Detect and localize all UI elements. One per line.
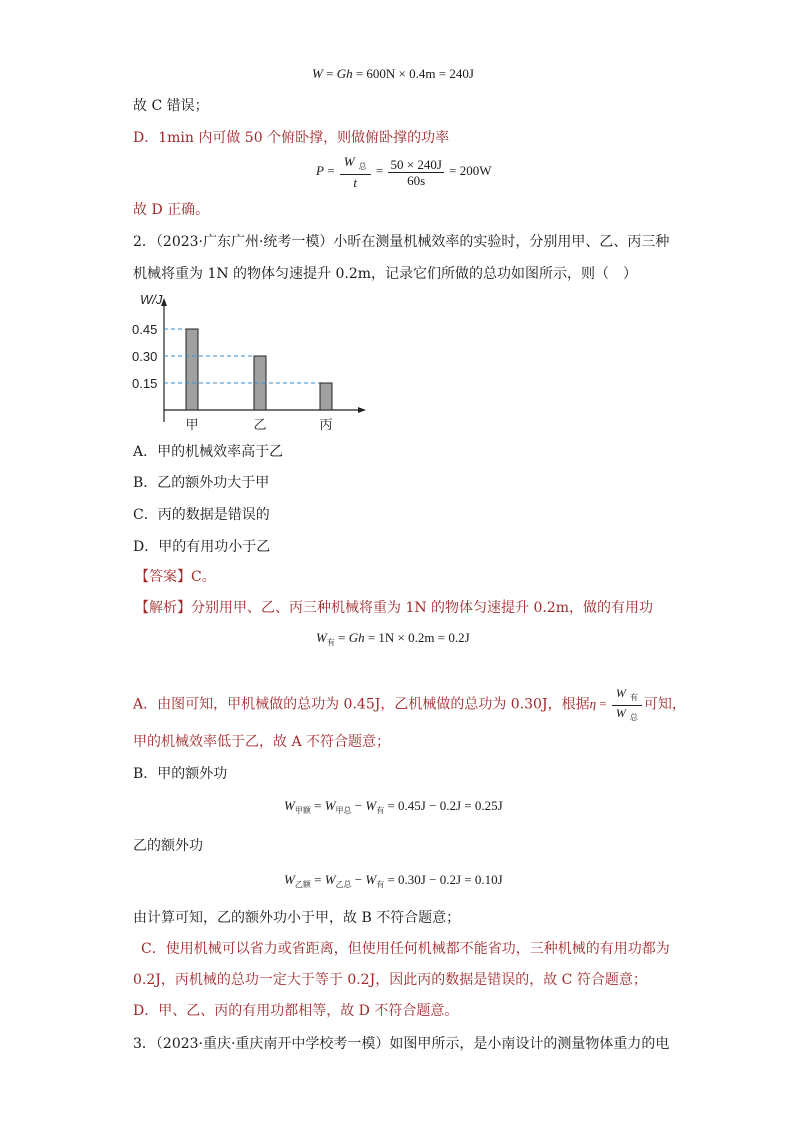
formula-useful-work (316, 630, 470, 648)
minus: − (351, 872, 366, 887)
option-c: C．丙的数据是错误的 (133, 507, 270, 523)
c-wrong-text: 故 C 错误； (133, 98, 209, 114)
formula-rest: = 0.45J − 0.2J = 0.25J (384, 798, 503, 813)
option-b: B．乙的额外功大于甲 (133, 475, 270, 491)
eta: η (589, 696, 597, 712)
var-w: W (284, 872, 295, 887)
a-explain-line1 (133, 686, 686, 725)
c-explain-line1: C．使用机械可以省力或省距离，但使用任何机械都不能省功，三种机械的有用功都为 (141, 941, 670, 957)
var-h: h (346, 66, 353, 81)
work-bar-chart (128, 290, 378, 440)
x-axis-arrow (358, 407, 366, 413)
eta-formula (589, 686, 644, 722)
var-w: W (312, 66, 323, 81)
category-label-2: 丙 (319, 417, 333, 432)
sub-3: 有 (376, 880, 385, 889)
sub-useful: 有 (326, 638, 335, 647)
var-w: W (316, 630, 327, 645)
fraction-values (388, 157, 443, 188)
var-h: h (358, 630, 365, 645)
frac-num: 50 × 240J (390, 156, 442, 172)
a-explain-pre: A．由图可知，甲机械做的总功为 0.45J，乙机械做的总功为 0.30J，根据 (133, 696, 590, 713)
var-w: W (284, 798, 295, 813)
eq: = (310, 798, 325, 813)
formula-power: P = $\frac{W _总}{t}$ = $\frac{50 \times 240J}{60s}$ = 200W (316, 154, 492, 190)
sub-1: 甲额 (294, 806, 311, 815)
tick-label-0: 0.45 (132, 322, 158, 337)
answer-text: 【答案】C。 (135, 569, 216, 585)
eq: = (334, 630, 349, 645)
bar-0 (186, 329, 198, 410)
b-explain-text: B．甲的额外功 (133, 766, 228, 782)
eq: = (310, 872, 325, 887)
var-w: W (343, 154, 355, 169)
frac-den: 60s (407, 172, 426, 188)
var-g: G (348, 630, 359, 645)
num-w: W (615, 686, 626, 700)
analysis-text: 分别用甲、乙、丙三种机械将重为 1N 的物体匀速提升 0.2m，做的有用功 (191, 600, 654, 616)
y-axis-label: W/J (140, 292, 163, 307)
sub-2: 甲总 (335, 806, 352, 815)
sub-2: 乙总 (335, 880, 352, 889)
a-explain-line2: 甲的机械效率低于乙，故 A 不符合题意； (133, 734, 391, 750)
formula-rest: = 600N × 0.4m = 240J (352, 66, 474, 81)
var-w: W (324, 798, 336, 813)
efficiency-fraction (612, 686, 642, 725)
b-conclusion-text: 由计算可知，乙的额外功小于甲，故 B 不符合题意； (133, 910, 461, 926)
var-w: W (365, 872, 377, 887)
option-a: A．甲的机械效率高于乙 (133, 444, 284, 460)
fraction-w-t (340, 154, 371, 190)
question3-line: 3．（2023·重庆·重庆南开中学校考一模）如图甲所示，是小南设计的测量物体重力的电 (133, 1036, 670, 1052)
question2-line1: 2．（2023·广东广州·统考一模）小昕在测量机械效率的实验时，分别用甲、乙、丙三种 (133, 234, 670, 250)
a-explain-post: 可知， (643, 696, 686, 713)
d-explain-text: D．甲、乙、丙的有用功都相等，故 D 不符合题意。 (133, 1003, 459, 1019)
formula-rest: = 0.30J − 0.2J = 0.10J (384, 872, 503, 887)
var-w: W (365, 798, 377, 813)
den-sub: 总 (629, 713, 638, 722)
option-d: D．甲的有用功小于乙 (133, 539, 271, 555)
den-w: W (615, 706, 626, 720)
eq: = (323, 162, 338, 178)
sub-3: 有 (376, 806, 385, 815)
d-line-text: D．1min 内可做 50 个俯卧撑，则做俯卧撑的功率 (133, 130, 450, 146)
bar-2 (320, 383, 332, 410)
category-label-0: 甲 (185, 417, 199, 432)
eq: = (322, 66, 337, 81)
num-sub: 有 (629, 693, 638, 702)
yi-extra-text: 乙的额外功 (133, 838, 203, 854)
var-w: W (324, 872, 336, 887)
var-t: t (353, 175, 358, 190)
tick-label-2: 0.15 (132, 376, 158, 391)
tick-label-1: 0.30 (132, 349, 158, 364)
d-correct-text: 故 D 正确。 (133, 202, 210, 218)
var-g: G (336, 66, 347, 81)
formula-extra-work-yi (284, 872, 503, 890)
var-p: P (316, 162, 324, 178)
sub-1: 乙额 (294, 880, 311, 889)
c-explain-line2: 0.2J，丙机械的总功一定大于等于 0.2J，因此丙的数据是错误的，故 C 符合题意； (133, 972, 647, 988)
formula-rest: = 1N × 0.2m = 0.2J (364, 630, 470, 645)
minus: − (351, 798, 366, 813)
formula-work (312, 66, 474, 82)
sub-total: 总 (358, 162, 367, 171)
category-label-1: 乙 (253, 417, 267, 432)
formula-extra-work-jia (284, 798, 503, 816)
eq: = (596, 696, 610, 712)
analysis-label: 【解析】 (135, 600, 191, 616)
question2-line2: 机械将重为 1N 的物体匀速提升 0.2m，记录它们所做的总功如图所示，则（ ） (133, 266, 638, 282)
analysis-line (135, 598, 653, 618)
formula-result: = 200W (445, 162, 492, 178)
